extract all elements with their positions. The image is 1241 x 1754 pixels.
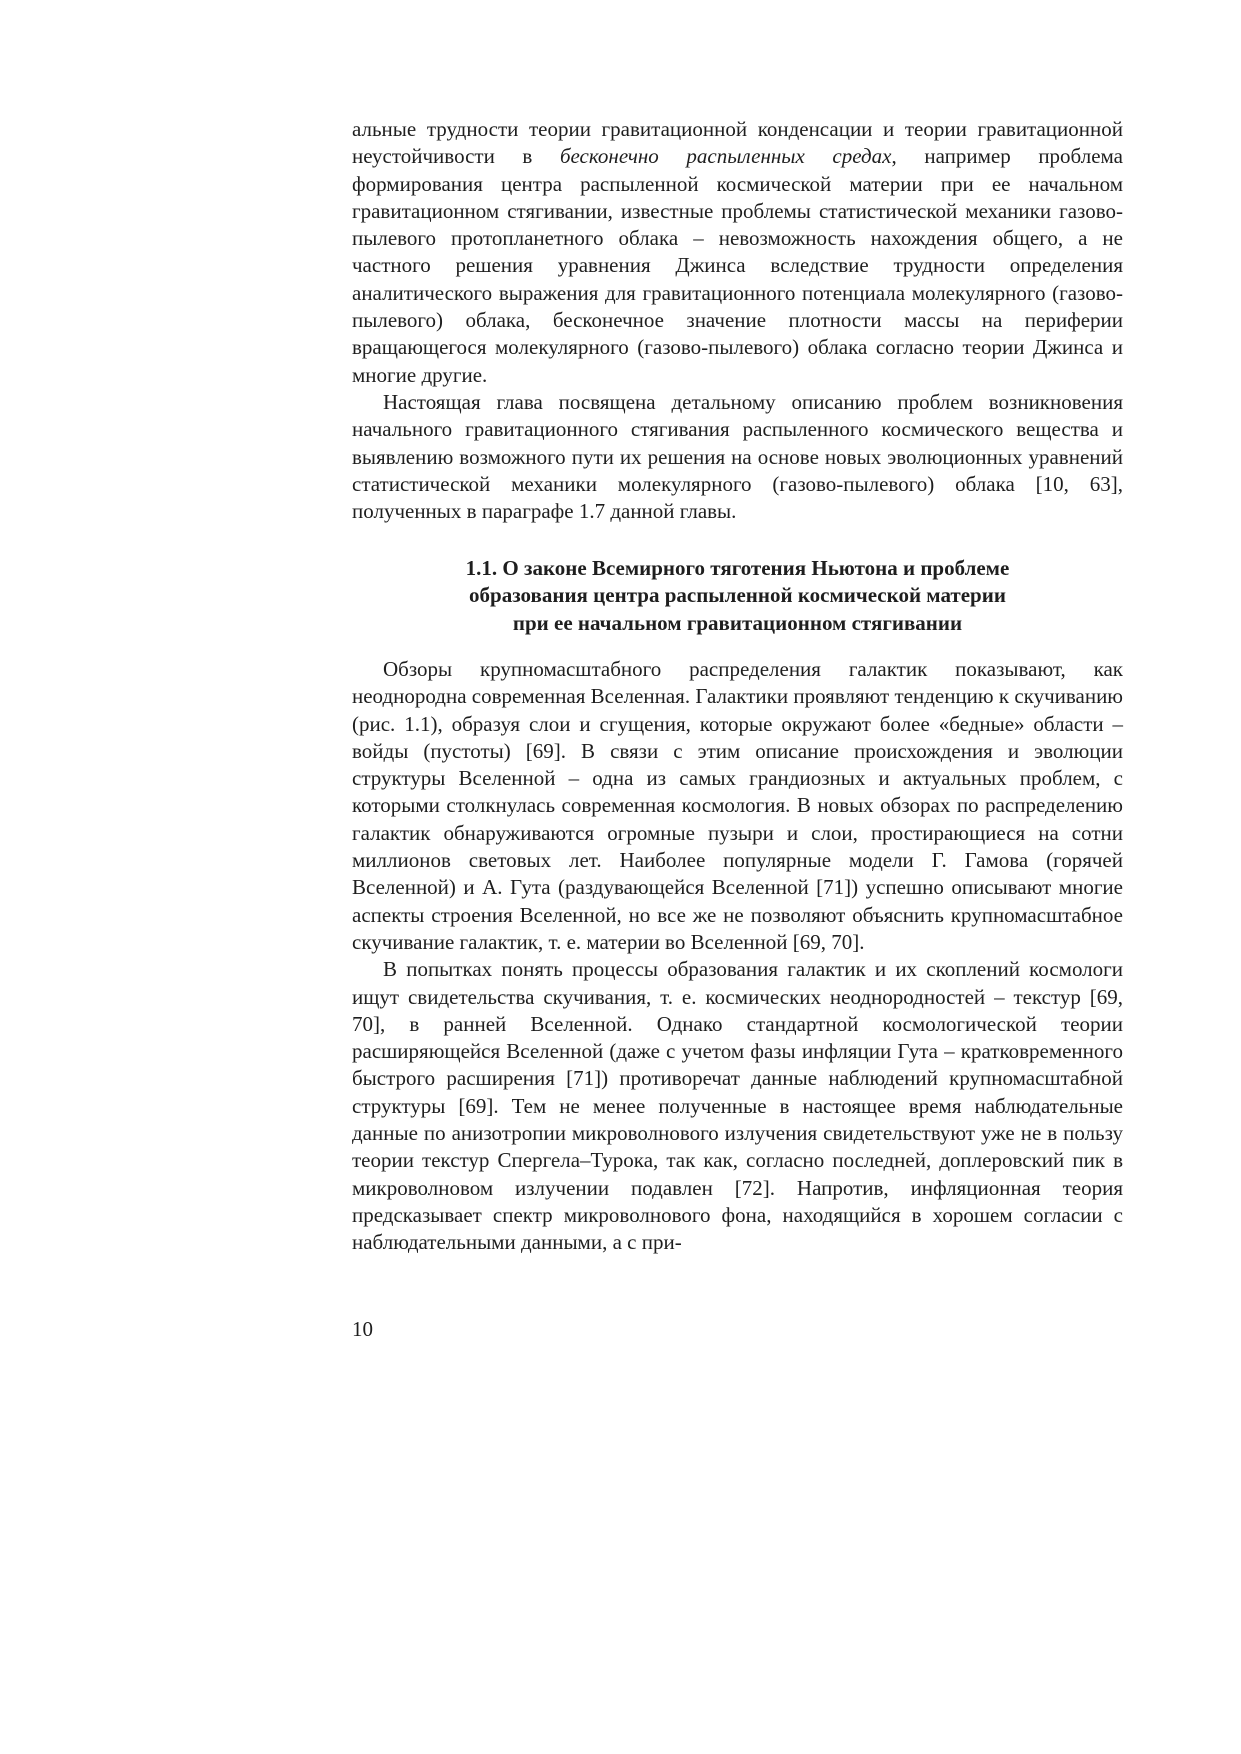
section-heading-line-3: при ее начальном гравитационном стягивании bbox=[512, 610, 963, 635]
intro-paragraph-1-italic: бесконечно распыленных средах bbox=[559, 144, 892, 169]
section-heading-line-2: образования центра распыленной космической материи bbox=[469, 583, 1006, 608]
page-number: 10 bbox=[352, 1317, 373, 1341]
section-heading bbox=[352, 555, 1123, 637]
intro-paragraph-1-end: , например проблема формирования центра распыленной космической материи при ее начальном гравитационном стягивании, известные проблемы статистической механики газово-пылевого протопланетного облака – невозможность нахождения общего, а не частного решения уравнения Джинса вследствие трудности определения аналитического выражения для гравитационного потенциала молекулярного (газово-пылевого) облака, бесконечное значение плотности массы на периферии вращающегося молекулярного (газово-пылевого) облака согласно теории Джинса и многие другие. bbox=[352, 144, 1123, 387]
intro-text bbox=[352, 116, 1123, 525]
section-paragraph-2: В попытках понять процессы образования галактик и их скоплений космологи ищут свидетельства скучивания, т. е. космических неоднородностей – текстур [69, 70], в ранней Вселенной. Однако стандартной космологической теории расширяющейся Вселенной (даже с учетом фазы инфляции Гута – кратковременного быстрого расширения [71]) противоречат данные наблюдений крупномасштабной структуры [69]. Тем не менее полученные в настоящее время наблюдательные данные по анизотропии микроволнового излучения свидетельствуют уже не в пользу теории текстур Спергела–Турока, так как, согласно последней, доплеровский пик в микроволновом излучении подавлен [72]. Напротив, инфляционная теория предсказывает спектр микроволнового фона, находящийся в хорошем согласии с наблюдательными данными, а с при- bbox=[352, 957, 1123, 1255]
intro-paragraph-1-start: альные трудности теории гравитационной конденсации и теории гравитационной неустойчивости в bbox=[352, 117, 1123, 169]
intro-paragraph-1 bbox=[352, 116, 1123, 389]
section-heading-line-1: 1.1. О законе Всемирного тяготения Ньютона и проблеме bbox=[465, 556, 1010, 580]
section-paragraph-1: Обзоры крупномасштабного распределения галактик показывают, как неоднородна современная Вселенная. Галактики проявляют тенденцию к скучиванию (рис. 1.1), образуя слои и сгущения, которые окружают более «бедные» области – войды (пустоты) [69]. В связи с этим описание происхождения и эволюции структуры Вселенной – одна из самых грандиозных и актуальных проблем, с которыми столкнулась современная космология. В новых обзорах по распределению галактик обнаруживаются огромные пузыри и слои, простирающиеся на сотни миллионов световых лет. Наиболее популярные модели Г. Гамова (горячей Вселенной) и А. Гута (раздувающейся Вселенной [71]) успешно описывают многие аспекты строения Вселенной, но все же не позволяют объяснить крупномасштабное скучивание галактик, т. е. материи во Вселенной [69, 70]. bbox=[352, 657, 1123, 954]
section-body-text bbox=[352, 656, 1123, 1257]
intro-paragraph-2: Настоящая глава посвящена детальному описанию проблем возникновения начального гравитационного стягивания распыленного космического вещества и выявлению возможного пути их решения на основе новых эволюционных уравнений статистической механики молекулярного (газово-пылевого) облака [10, 63], полученных в параграфе 1.7 данной главы. bbox=[352, 389, 1123, 524]
